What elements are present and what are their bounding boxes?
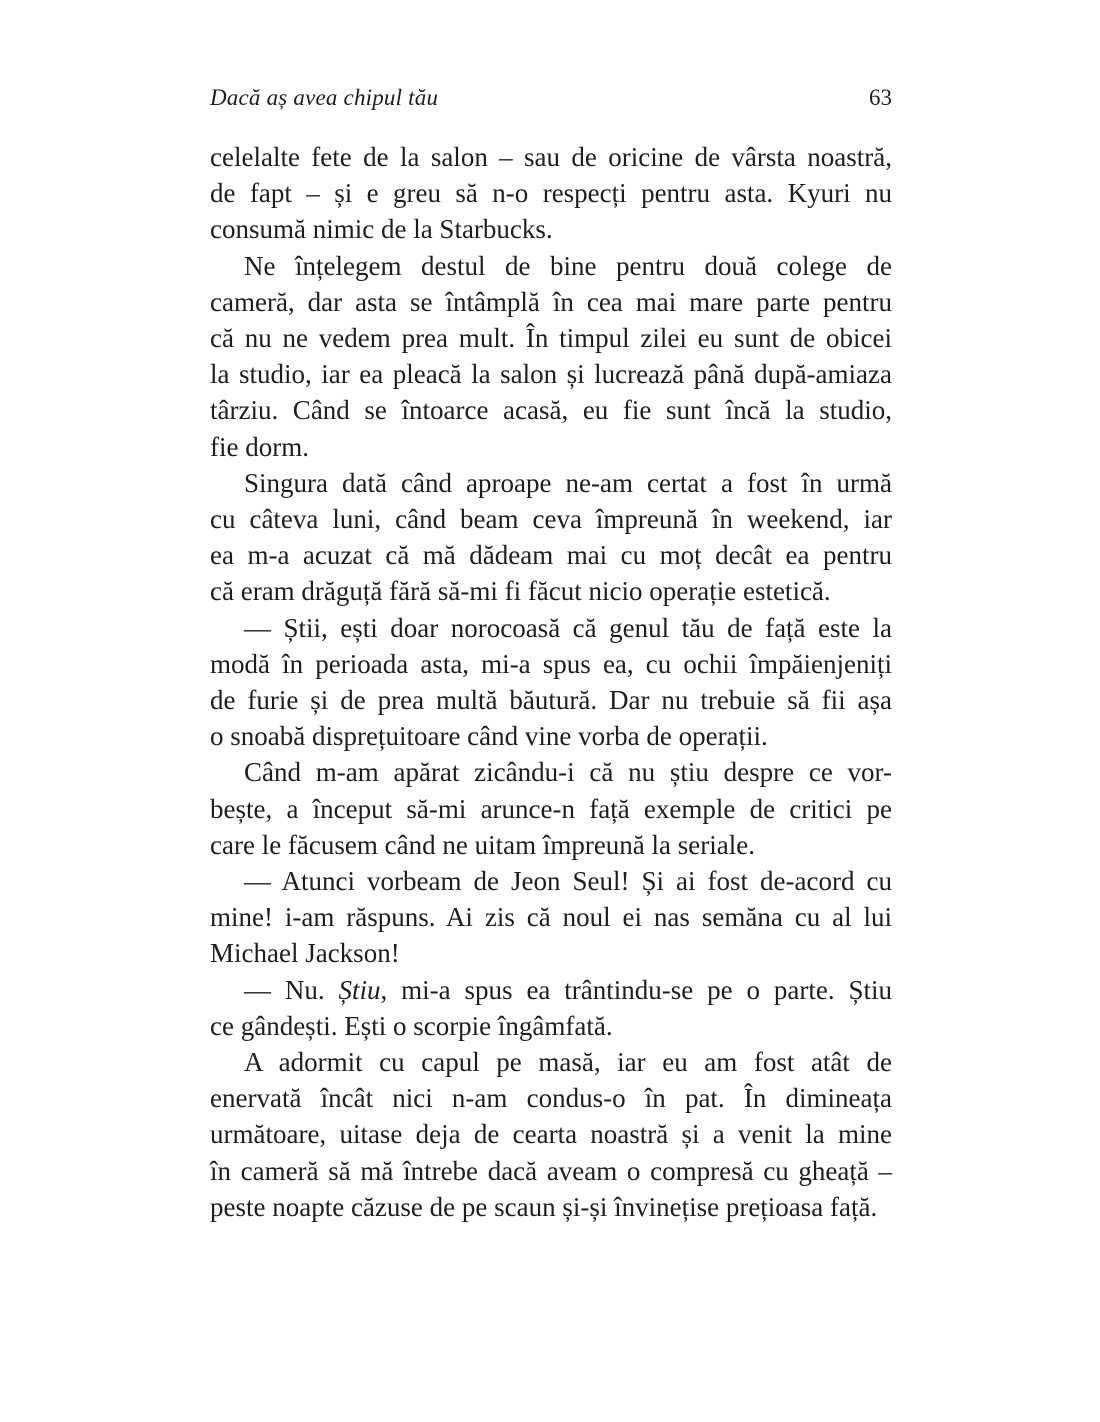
paragraph [210,1044,892,1225]
text-line: la studio, iar ea pleacă la salon și lucrează până după-amiaza [210,359,892,390]
paragraph [210,972,892,1044]
paragraph [210,610,892,755]
running-title: Dacă aș avea chipul tău [210,85,439,110]
text-line: fie dorm. [210,431,309,462]
text-line: târziu. Când se întoarce acasă, eu fie sunt încă la studio, [210,395,892,426]
page-header [210,84,892,112]
text-line: cu câteva luni, când beam ceva împreună în weekend, iar [210,504,892,535]
paragraph [210,863,892,972]
text-line: mine! i-am răspuns. Ai zis că noul ei nas semăna cu al lui [210,902,892,933]
text-segment: , mi-a spus ea trântindu-se pe o parte. Știu [380,974,893,1005]
text-line: cameră, dar asta se întâmplă în cea mai mare parte pentru [210,286,892,317]
paragraph [210,465,892,610]
text-line: de furie și de prea multă băutură. Dar nu trebuie să fii așa [210,685,892,716]
text-line: consumă nimic de la Starbucks. [210,214,553,245]
text-line: ce gândești. Ești o scorpie îngâmfată. [210,1010,613,1041]
text-line: Singura dată când aproape ne-am certat a fost în urmă [244,467,892,498]
text-line: celelalte fete de la salon – sau de oricine de vârsta noastră, [210,142,892,172]
text-line: de fapt – și e greu să n-o respecți pentru asta. Kyuri nu [210,178,892,209]
text-line: — Știi, ești doar norocoasă că genul tău de față este la [244,612,892,643]
text-line: următoare, uitase deja de cearta noastră și a venit la mine [210,1119,892,1150]
text-line: — Atunci vorbeam de Jeon Seul! Și ai fost de-acord cu [244,866,892,897]
text-line: peste noapte căzuse de pe scaun și-și învinețise prețioasa față. [210,1191,878,1222]
text-line: ea m-a acuzat că mă dădeam mai cu moț decât ea pentru [210,540,892,571]
text-line: Ne înțelegem destul de bine pentru două colege de [244,250,892,281]
text-line: A adormit cu capul pe masă, iar eu am fost atât de [244,1047,892,1078]
paragraph [210,248,892,465]
text-line [210,972,892,1008]
page-number: 63 [869,85,892,110]
text-line: modă în perioada asta, mi-a spus ea, cu ochii împăienjeniți [210,648,892,679]
text-line: Michael Jackson! [210,938,400,969]
text-line: Când m-am apărat zicându-i că nu știu despre ce vor- [244,757,892,788]
text-line: care le făcusem când ne uitam împreună la seriale. [210,829,755,860]
text-segment: — Nu. [244,974,339,1005]
text-line: în cameră să mă întrebe dacă aveam o compresă cu gheață – [210,1155,892,1186]
paragraph [210,754,892,863]
text-line: că eram drăguță fără să-mi fi făcut nicio operație estetică. [210,576,831,607]
text-line: că nu ne vedem prea mult. În timpul zilei eu sunt de obicei [210,323,892,354]
text-line: o snoabă disprețuitoare când vine vorba de operații. [210,721,768,752]
body-text [210,139,892,1225]
text-line: enervată încât nici n-am condus-o în pat. În dimineața [210,1083,892,1114]
paragraph [210,139,892,248]
text-line: bește, a început să-mi arunce-n față exemple de critici pe [210,793,892,824]
italic-text: Știu [338,974,381,1005]
